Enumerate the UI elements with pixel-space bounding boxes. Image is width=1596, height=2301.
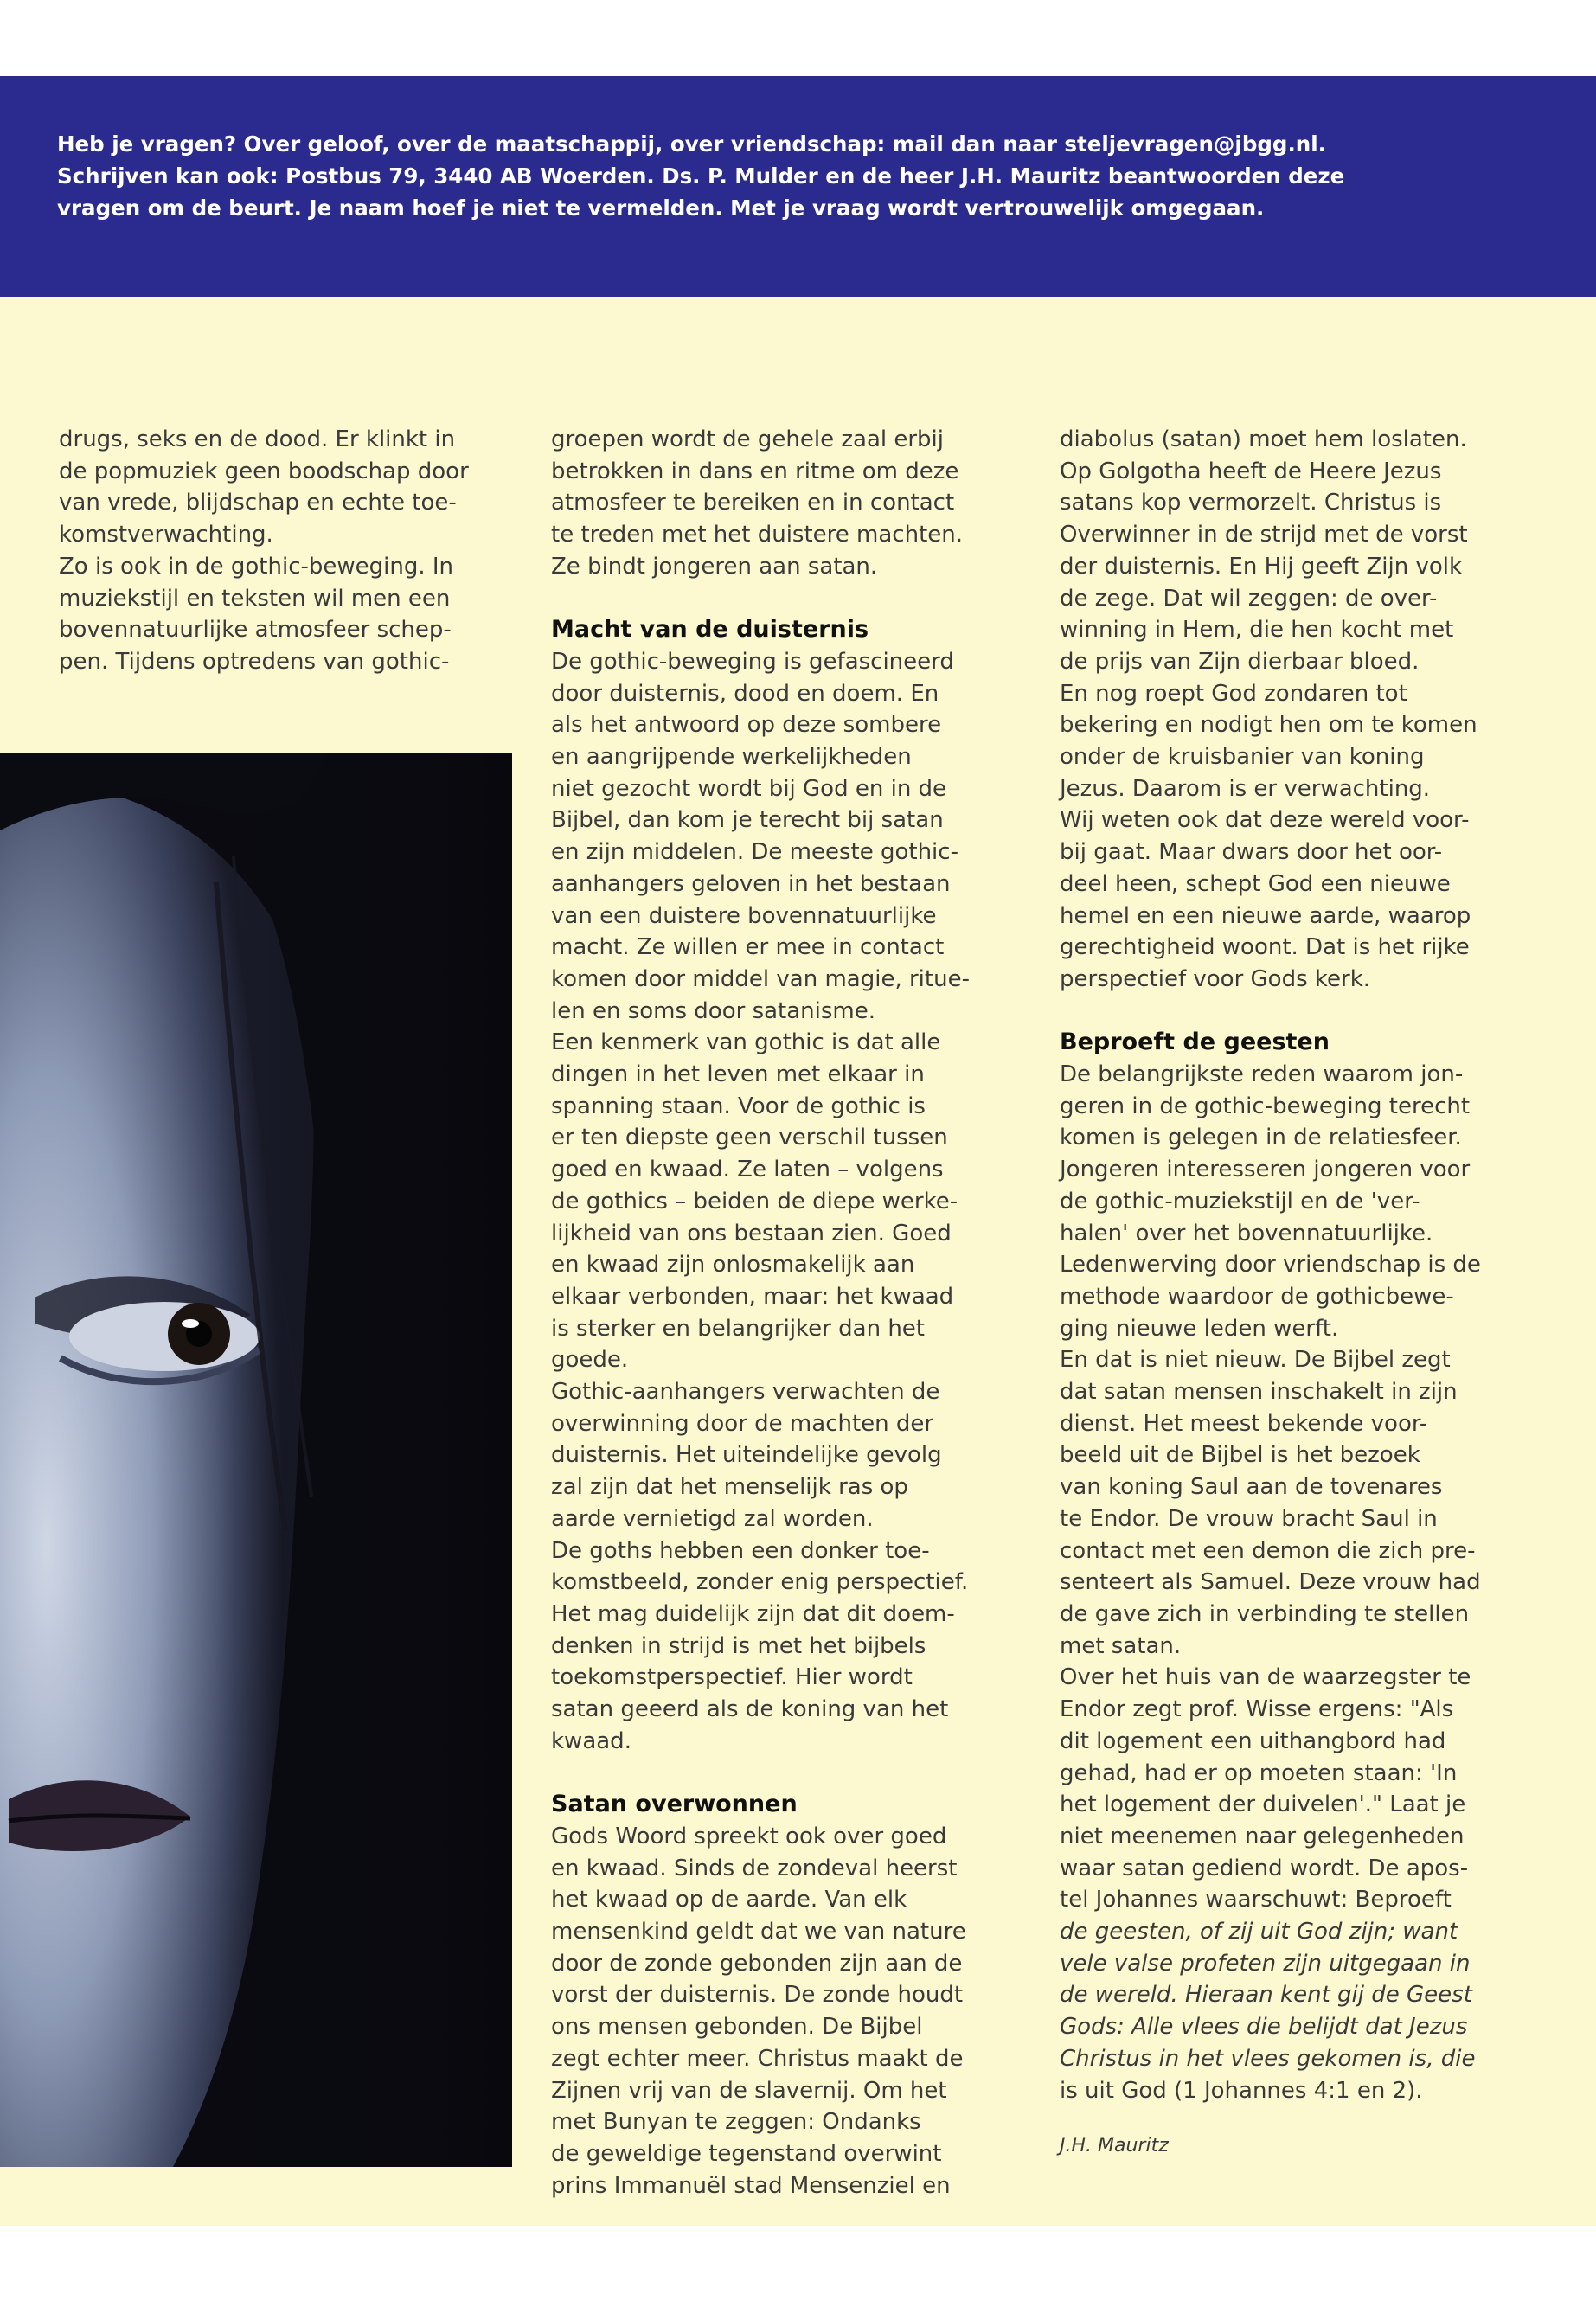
text-line: vele valse profeten zijn uitgegaan in <box>1060 1950 1471 1977</box>
text-line: hemel en een nieuwe aarde, waarop <box>1060 902 1471 929</box>
text-line: deel heen, schept God een nieuwe <box>1060 870 1451 897</box>
text-line: pen. Tijdens optredens van gothic- <box>59 648 450 675</box>
text-line: overwinning door de machten der <box>551 1410 934 1437</box>
text-line: goede. <box>551 1347 629 1374</box>
text-line: door de zonde gebonden zijn aan de <box>551 1950 963 1977</box>
text-line: Bijbel, dan kom je terecht bij satan <box>551 807 944 834</box>
text-line: is uit God (1 Johannes 4:1 en 2). <box>1060 2077 1423 2104</box>
text-line: ging nieuwe leden werft. <box>1060 1315 1339 1342</box>
article-column-1 <box>59 424 469 678</box>
banner-line: Heb je vragen? Over geloof, over de maatschappij, over vriendschap: mail dan naar steljevragen@jbgg.nl. <box>57 131 1326 157</box>
text-line: kwaad. <box>551 1727 631 1754</box>
text-line: atmosfeer te bereiken en in contact <box>551 490 955 516</box>
text-line: Wij weten ook dat deze wereld voor- <box>1060 807 1470 834</box>
text-line: Endor zegt prof. Wisse ergens: "Als <box>1060 1696 1454 1723</box>
text-line: komen is gelegen in de relatiesfeer. <box>1060 1125 1462 1151</box>
text-line: de zege. Dat wil zeggen: de over- <box>1060 585 1438 612</box>
text-line: de popmuziek geen boodschap door <box>59 458 469 484</box>
text-line: der duisternis. En Hij geeft Zijn volk <box>1060 553 1463 580</box>
text-line: waar satan gediend wordt. De apos- <box>1060 1855 1469 1881</box>
text-line: de prijs van Zijn dierbaar bloed. <box>1060 648 1420 675</box>
text-line: zal zijn dat het menselijk ras op <box>551 1474 908 1501</box>
text-line: toekomstperspectief. Hier wordt <box>551 1664 913 1691</box>
text-line: vorst der duisternis. De zonde houdt <box>551 1982 964 2009</box>
text-line: macht. Ze willen er mee in contact <box>551 934 945 961</box>
text-line: ons mensen gebonden. De Bijbel <box>551 2014 923 2041</box>
text-line: duisternis. Het uiteindelijke gevolg <box>551 1442 942 1469</box>
text-line: Op Golgotha heeft de Heere Jezus <box>1060 458 1442 484</box>
text-line: aanhangers geloven in het bestaan <box>551 870 951 897</box>
text-line: niet gezocht wordt bij God en in de <box>551 775 947 802</box>
text-line: de wereld. Hieraan kent gij de Geest <box>1060 1982 1472 2009</box>
text-line: De goths hebben een donker toe- <box>551 1537 930 1564</box>
text-line: komstbeeld, zonder enig perspectief. <box>551 1569 969 1596</box>
text-line: bij gaat. Maar dwars door het oor- <box>1060 839 1443 866</box>
text-line: het kwaad op de aarde. Van elk <box>551 1887 907 1913</box>
text-line: mensenkind geldt dat we van nature <box>551 1919 966 1945</box>
article-column-2 <box>551 424 970 2202</box>
text-line: contact met een demon die zich pre- <box>1060 1537 1476 1564</box>
text-line: door duisternis, dood en doem. En <box>551 680 939 707</box>
text-line: komstverwachting. <box>59 522 273 548</box>
text-line: senteert als Samuel. Deze vrouw had <box>1060 1569 1481 1596</box>
text-line: Gods: Alle vlees die belijdt dat Jezus <box>1060 2014 1468 2041</box>
text-line: gehad, had er op moeten staan: 'In <box>1060 1759 1458 1786</box>
text-line: dit logement een uithangbord had <box>1060 1727 1446 1754</box>
section-heading: Satan overwonnen <box>551 1791 798 1818</box>
text-line: Zijnen vrij van de slavernij. Om het <box>551 2077 947 2104</box>
text-line: groepen wordt de gehele zaal erbij <box>551 426 944 452</box>
text-line: perspectief voor Gods kerk. <box>1060 965 1371 992</box>
question-banner <box>0 76 1596 297</box>
text-line: Over het huis van de waarzegster te <box>1060 1664 1471 1691</box>
text-line: goed en kwaad. Ze laten – volgens <box>551 1157 944 1183</box>
text-line: te treden met het duistere machten. <box>551 522 964 548</box>
text-line: prins Immanuël stad Mensenziel en <box>551 2172 951 2199</box>
text-line: Het mag duidelijk zijn dat dit doem- <box>551 1601 955 1627</box>
text-line: En dat is niet nieuw. De Bijbel zegt <box>1060 1347 1451 1374</box>
text-line: de gothics – beiden de diepe werke- <box>551 1188 958 1215</box>
article-column-3 <box>1060 424 1481 2163</box>
text-line: De belangrijkste reden waarom jon- <box>1060 1061 1464 1088</box>
text-line: beeld uit de Bijbel is het bezoek <box>1060 1442 1420 1469</box>
text-line: onder de kruisbanier van koning <box>1060 744 1425 771</box>
text-line: len en soms door satanisme. <box>551 997 876 1024</box>
text-line: diabolus (satan) moet hem loslaten. <box>1060 426 1467 452</box>
text-line: als het antwoord op deze sombere <box>551 712 942 739</box>
text-line: Zo is ook in de gothic-beweging. In <box>59 553 454 580</box>
text-line: satan geeerd als de koning van het <box>551 1696 949 1723</box>
text-line: van een duistere bovennatuurlijke <box>551 902 937 929</box>
text-line: niet meenemen naar gelegenheden <box>1060 1823 1465 1849</box>
text-line: dat satan mensen inschakelt in zijn <box>1060 1379 1458 1406</box>
section-heading: Beproeft de geesten <box>1060 1029 1330 1056</box>
text-line: het logement der duivelen'." Laat je <box>1060 1791 1466 1818</box>
text-line: en aangrijpende werkelijkheden <box>551 744 912 771</box>
text-line: muziekstijl en teksten wil men een <box>59 585 451 612</box>
text-line: komen door middel van magie, ritue- <box>551 965 970 992</box>
text-line: Een kenmerk van gothic is dat alle <box>551 1029 941 1056</box>
text-line: satans kop vermorzelt. Christus is <box>1060 490 1442 516</box>
text-line: er ten diepste geen verschil tussen <box>551 1125 948 1151</box>
text-line: Ze bindt jongeren aan satan. <box>551 553 878 580</box>
section-heading: Macht van de duisternis <box>551 616 869 644</box>
text-line: de gave zich in verbinding te stellen <box>1060 1601 1470 1627</box>
text-line: de geweldige tegenstand overwint <box>551 2140 942 2167</box>
text-line: tel Johannes waarschuwt: Beproeft <box>1060 1887 1452 1913</box>
text-line: en kwaad. Sinds de zondeval heerst <box>551 1855 958 1881</box>
text-line: te Endor. De vrouw bracht Saul in <box>1060 1505 1438 1532</box>
text-line: van vrede, blijdschap en echte toe- <box>59 490 457 516</box>
text-line: gerechtigheid woont. Dat is het rijke <box>1060 934 1470 961</box>
banner-line: Schrijven kan ook: Postbus 79, 3440 AB Woerden. Ds. P. Mulder en de heer J.H. Mauritz beantwoorden deze <box>57 163 1345 189</box>
text-line: met Bunyan te zeggen: Ondanks <box>551 2109 921 2136</box>
text-line: geren in de gothic-beweging terecht <box>1060 1093 1471 1119</box>
text-line: methode waardoor de gothicbewe- <box>1060 1283 1454 1310</box>
text-line: En nog roept God zondaren tot <box>1060 680 1407 707</box>
text-line: aarde vernietigd zal worden. <box>551 1505 874 1532</box>
gothic-portrait-photo <box>0 753 512 2167</box>
text-line: winning in Hem, die hen kocht met <box>1060 617 1454 644</box>
banner-line: vragen om de beurt. Je naam hoef je niet te vermelden. Met je vraag wordt vertrouwelijk omgegaan. <box>57 195 1265 221</box>
text-line: Christus in het vlees gekomen is, die <box>1060 2045 1476 2072</box>
text-line: zegt echter meer. Christus maakt de <box>551 2045 964 2072</box>
text-line: De gothic-beweging is gefascineerd <box>551 648 954 675</box>
text-line: bovennatuurlijke atmosfeer schep- <box>59 617 452 644</box>
text-line: elkaar verbonden, maar: het kwaad <box>551 1283 954 1310</box>
text-line: Ledenwerving door vriendschap is de <box>1060 1252 1481 1279</box>
text-line: Gothic-aanhangers verwachten de <box>551 1379 940 1406</box>
text-line: is sterker en belangrijker dan het <box>551 1315 925 1342</box>
text-line: en zijn middelen. De meeste gothic- <box>551 839 958 866</box>
text-line: betrokken in dans en ritme om deze <box>551 458 959 484</box>
text-line: Overwinner in de strijd met de vorst <box>1060 522 1468 548</box>
text-line: halen' over het bovennatuurlijke. <box>1060 1220 1433 1247</box>
text-line: Jezus. Daarom is er verwachting. <box>1060 775 1431 802</box>
text-line: lijkheid van ons bestaan zien. Goed <box>551 1220 952 1247</box>
text-line: de gothic-muziekstijl en de 'ver- <box>1060 1188 1420 1215</box>
text-line: van koning Saul aan de tovenares <box>1060 1474 1443 1501</box>
text-line: de geesten, of zij uit God zijn; want <box>1060 1919 1458 1945</box>
text-line: bekering en nodigt hen om te komen <box>1060 712 1477 739</box>
author-signature: J.H. Mauritz <box>1060 2135 1169 2157</box>
text-line: met satan. <box>1060 1632 1182 1659</box>
text-line: dingen in het leven met elkaar in <box>551 1061 925 1088</box>
text-line: drugs, seks en de dood. Er klinkt in <box>59 426 456 452</box>
text-line: denken in strijd is met het bijbels <box>551 1632 926 1659</box>
text-line: spanning staan. Voor de gothic is <box>551 1093 926 1119</box>
text-line: en kwaad zijn onlosmakelijk aan <box>551 1252 915 1279</box>
text-line: dienst. Het meest bekende voor- <box>1060 1410 1428 1437</box>
text-line: Jongeren interesseren jongeren voor <box>1060 1157 1471 1183</box>
text-line: Gods Woord spreekt ook over goed <box>551 1823 947 1849</box>
